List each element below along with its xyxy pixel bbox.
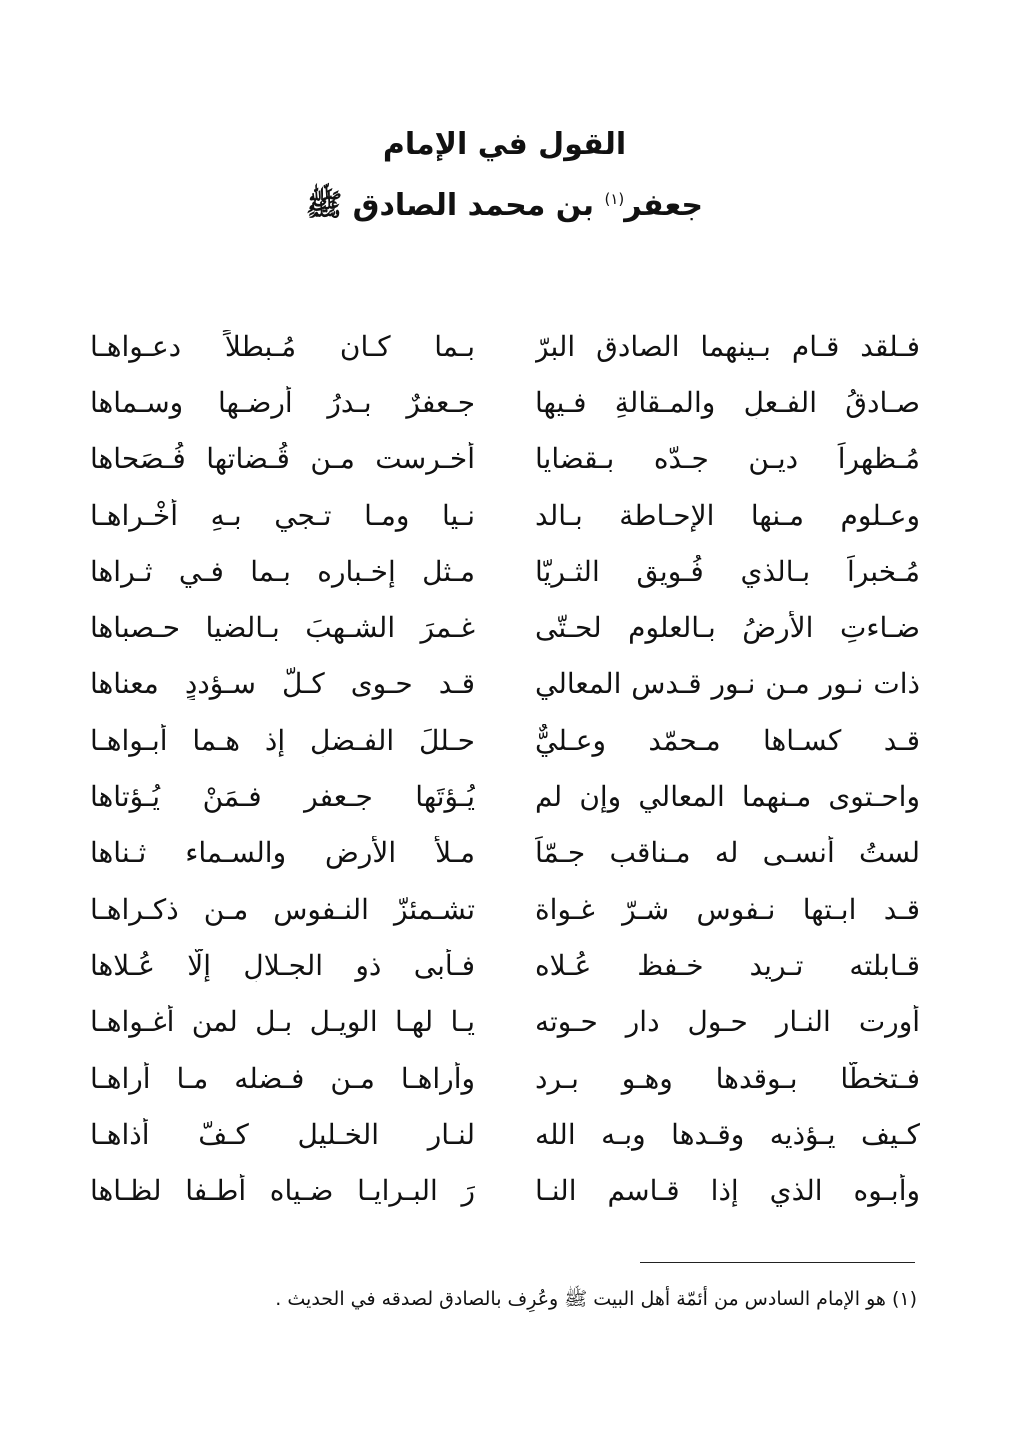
verse-right-hemistich: فـتخطّا بـوقدها وهـو بـرد <box>535 1061 920 1095</box>
verse-right-hemistich: وأبـوه الذي إذا قـاسم النـا <box>535 1174 920 1208</box>
verse-right-hemistich: مُـخبراً بـالذي فُـويق الثـريّا <box>535 554 920 588</box>
verse-right-hemistich: ذات نـور مـن نـور قـدسِ المعالي <box>535 667 920 701</box>
verse-right-hemistich: وعـلومٍ مـنها الإحـاطة بـالد <box>535 498 920 532</box>
title-name-rest: بن محمد الصادق ﷺ <box>305 188 605 223</box>
verse-row <box>90 1162 920 1218</box>
verse-right-hemistich: لستُ أنسـى له مـناقب جـمّاً <box>535 836 920 870</box>
verse-right-hemistich: قـد كسـاها مـحمّد وعـليٌّ <box>535 723 920 757</box>
footnote-divider <box>640 1262 915 1263</box>
verse-row <box>90 431 920 487</box>
verse-row <box>90 768 920 824</box>
verse-row <box>90 994 920 1050</box>
footnote-marker: (١) <box>604 190 625 208</box>
verse-left-hemistich: مـثل إخـباره بـما فـي ثـراها <box>90 554 475 588</box>
verse-left-hemistich: أخـرست مـن قُـضاتها فُـصَحاها <box>90 442 475 476</box>
verse-left-hemistich: يُـؤتَها جـعفر فـمَنْ يُـؤتاها <box>90 780 475 814</box>
verse-row <box>90 318 920 374</box>
verse-left-hemistich: يـا لهـا الويـل بـل لمن أغـواهـا <box>90 1005 475 1039</box>
verse-row <box>90 881 920 937</box>
verse-left-hemistich: نـيا ومـا تـجي بـهِ أُخْـراهـا <box>90 498 475 532</box>
title-line-1: القول في الإمام <box>382 127 627 162</box>
verse-right-hemistich: واحـتوى مـنهما المعالي وإن لم <box>535 780 920 814</box>
verse-right-hemistich: كـيف يـؤذيه وقـدها وبـه الله <box>535 1117 920 1151</box>
verse-row <box>90 712 920 768</box>
verse-left-hemistich: غـمرَ الشـهبَ بـالضيا حـصباها <box>90 611 475 645</box>
verse-row <box>90 937 920 993</box>
verse-right-hemistich: فـلقد قـام بـينهما الصادق البرّ <box>535 329 920 363</box>
chapter-title <box>0 118 1009 233</box>
verse-right-hemistich: صـادقُ الفـعلِ والمـقالةِ فـيها <box>535 385 920 419</box>
title-line-2 <box>0 172 1009 233</box>
verse-right-hemistich: ضـاءتِ الأرضُ بـالعلوم لحـتّى <box>535 611 920 645</box>
verse-left-hemistich: بـما كـان مُـبطلاً دعـواهـا <box>90 329 475 363</box>
verse-left-hemistich: رَ البـرايـا ضـياه أطـفا لظـاها <box>90 1174 475 1208</box>
verse-right-hemistich: أورت النـار حـول دارٍ حـوته <box>535 1005 920 1039</box>
verse-row <box>90 825 920 881</box>
verse-left-hemistich: تشـمئزّ النـفوس مـن ذكـراهـا <box>90 892 475 926</box>
verse-left-hemistich: لنـار الخـليل كـفّ أذاهـا <box>90 1117 475 1151</box>
verse-left-hemistich: فـأبى ذو الجـلالِ إلّا عُـلاها <box>90 948 475 982</box>
verse-left-hemistich: حـللَ الفـضلِ إذ هـما أبـواهـا <box>90 723 475 757</box>
verse-row <box>90 487 920 543</box>
poem-body <box>90 318 920 1219</box>
title-name: جعفر <box>624 188 704 223</box>
verse-row <box>90 1106 920 1162</box>
verse-row <box>90 599 920 655</box>
verse-left-hemistich: مـلأ الأرض والسـماء ثـناها <box>90 836 475 870</box>
footnote-text: (١) هو الإمام السادس من أئمّة أهل البيت ﷺ وعُرِف بالصادق لصدقه في الحديث . <box>275 1288 917 1310</box>
verse-row <box>90 374 920 430</box>
verse-right-hemistich: قـابلته تـريد خـفظ عُـلاه <box>535 948 920 982</box>
verse-left-hemistich: قـد حـوى كـلّ سـؤددٍ معناها <box>90 667 475 701</box>
verse-right-hemistich: مُـظهراً ديـن جـدّه بـقضايا <box>535 442 920 476</box>
verse-row <box>90 1050 920 1106</box>
verse-left-hemistich: وأراهـا مـن فـضله مـا أراهـا <box>90 1061 475 1095</box>
verse-right-hemistich: قـد ابـتها نـفوس شـرّ غـواة <box>535 892 920 926</box>
verse-row <box>90 656 920 712</box>
verse-row <box>90 543 920 599</box>
verse-left-hemistich: جـعفرٌ بـدرُ أرضـها وسـماها <box>90 385 475 419</box>
